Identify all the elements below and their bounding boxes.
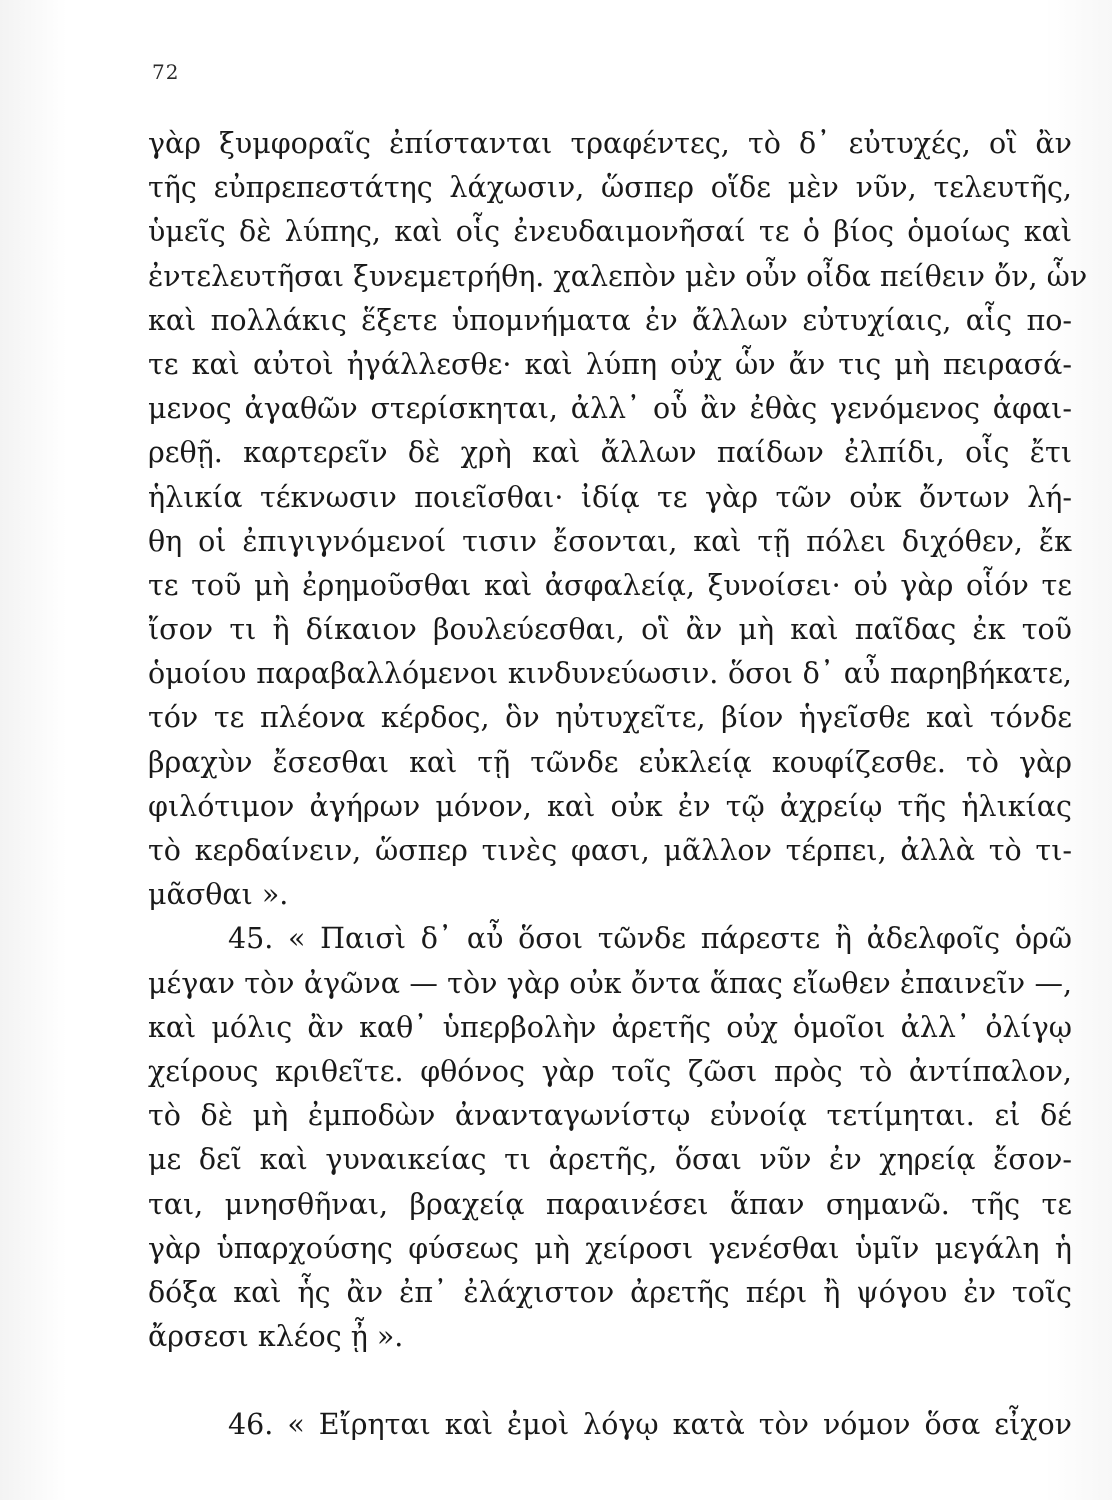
text-line: ἐντελευτῆσαι ξυνεμετρήθη. χαλεπὸν μὲν οὖν οἶδα πείθειν ὄν, ὧν (148, 259, 1088, 293)
text-line: μενος ἀγαθῶν στερίσκηται, ἀλλ᾽ οὗ ἂν ἐθὰς γενόμενος ἀφαι- (148, 392, 1072, 426)
text-line: ρεθῇ. καρτερεῖν δὲ χρὴ καὶ ἄλλων παίδων ἐλπίδι, οἷς ἔτι (148, 436, 1072, 470)
text-line: μᾶσθαι ». (148, 878, 289, 912)
text-line: γὰρ ὑπαρχούσης φύσεως μὴ χείροσι γενέσθαι ὑμῖν μεγάλη ἡ (148, 1231, 1072, 1265)
text-line: δόξα καὶ ἧς ἂν ἐπ᾽ ἐλάχιστον ἀρετῆς πέρι ἢ ψόγου ἐν τοῖς (148, 1275, 1072, 1309)
text-line: με δεῖ καὶ γυναικείας τι ἀρετῆς, ὅσαι νῦν ἐν χηρείᾳ ἔσον- (148, 1143, 1072, 1177)
text-line: τὸ κερδαίνειν, ὥσπερ τινὲς φασι, μᾶλλον τέρπει, ἀλλὰ τὸ τι- (148, 834, 1072, 867)
text-line: χείρους κριθεῖτε. φθόνος γὰρ τοῖς ζῶσι πρὸς τὸ ἀντίπαλον, (148, 1054, 1072, 1088)
text-line: τε τοῦ μὴ ἐρημοῦσθαι καὶ ἀσφαλείᾳ, ξυνοίσει· οὐ γὰρ οἷόν τε (148, 568, 1072, 602)
text-line: καὶ μόλις ἂν καθ᾽ ὑπερβολὴν ἀρετῆς οὐχ ὁμοῖοι ἀλλ᾽ ὀλίγῳ (148, 1010, 1072, 1044)
paragraph-46 (148, 1403, 1072, 1447)
text-line: φιλότιμον ἀγήρων μόνον, καὶ οὐκ ἐν τῷ ἀχρείῳ τῆς ἡλικίας (148, 789, 1072, 823)
text-line: ὁμοίου παραβαλλόμενοι κινδυνεύωσιν. ὅσοι δ᾽ αὖ παρηβήκατε, (148, 657, 1072, 691)
text-line: ἄρσεσι κλέος ᾖ ». (148, 1320, 404, 1354)
text-line: ὑμεῖς δὲ λύπης, καὶ οἷς ἐνευδαιμονῆσαί τε ὁ βίος ὁμοίως καὶ (148, 215, 1072, 249)
text-line: ἡλικία τέκνωσιν ποιεῖσθαι· ἰδίᾳ τε γὰρ τῶν οὐκ ὄντων λή- (148, 480, 1072, 514)
text-line: γὰρ ξυμφοραῖς ἐπίστανται τραφέντες, τὸ δ᾽ εὐτυχές, οἳ ἂν (148, 127, 1072, 160)
text-line: ται, μνησθῆναι, βραχείᾳ παραινέσει ἅπαν σημανῶ. τῆς τε (148, 1187, 1072, 1221)
paragraph-continuation (148, 122, 1088, 917)
text-line: τε καὶ αὐτοὶ ἠγάλλεσθε· καὶ λύπη οὐχ ὧν ἄν τις μὴ πειρασά- (148, 347, 1072, 381)
page-number: 72 (152, 60, 180, 84)
text-line: 46. « Εἴρηται καὶ ἐμοὶ λόγῳ κατὰ τὸν νόμον ὅσα εἶχον (228, 1408, 1072, 1442)
greek-text-body (148, 122, 1088, 1447)
paragraph-gap (148, 1359, 1072, 1403)
text-line: 45. « Παισὶ δ᾽ αὖ ὅσοι τῶνδε πάρεστε ἢ ἀδελφοῖς ὁρῶ (228, 922, 1072, 956)
text-line: ἴσον τι ἢ δίκαιον βουλεύεσθαι, οἳ ἂν μὴ καὶ παῖδας ἐκ τοῦ (148, 613, 1072, 647)
text-line: τόν τε πλέονα κέρδος, ὃν ηὐτυχεῖτε, βίον ἡγεῖσθε καὶ τόνδε (148, 701, 1072, 735)
text-line: τῆς εὐπρεπεστάτης λάχωσιν, ὥσπερ οἵδε μὲν νῦν, τελευτῆς, (148, 171, 1072, 205)
paragraph-45 (148, 917, 1072, 1359)
text-line: θη οἱ ἐπιγιγνόμενοί τισιν ἔσονται, καὶ τῇ πόλει διχόθεν, ἔκ (148, 524, 1072, 558)
text-line: βραχὺν ἔσεσθαι καὶ τῇ τῶνδε εὐκλείᾳ κουφίζεσθε. τὸ γὰρ (148, 745, 1072, 779)
text-line: τὸ δὲ μὴ ἐμποδὼν ἀνανταγωνίστῳ εὐνοίᾳ τετίμηται. εἰ δέ (148, 1099, 1072, 1133)
text-line: μέγαν τὸν ἀγῶνα — τὸν γὰρ οὐκ ὄντα ἅπας εἴωθεν ἐπαινεῖν —, (148, 966, 1072, 1000)
text-line: καὶ πολλάκις ἕξετε ὑπομνήματα ἐν ἄλλων εὐτυχίαις, αἷς πο- (148, 303, 1072, 337)
